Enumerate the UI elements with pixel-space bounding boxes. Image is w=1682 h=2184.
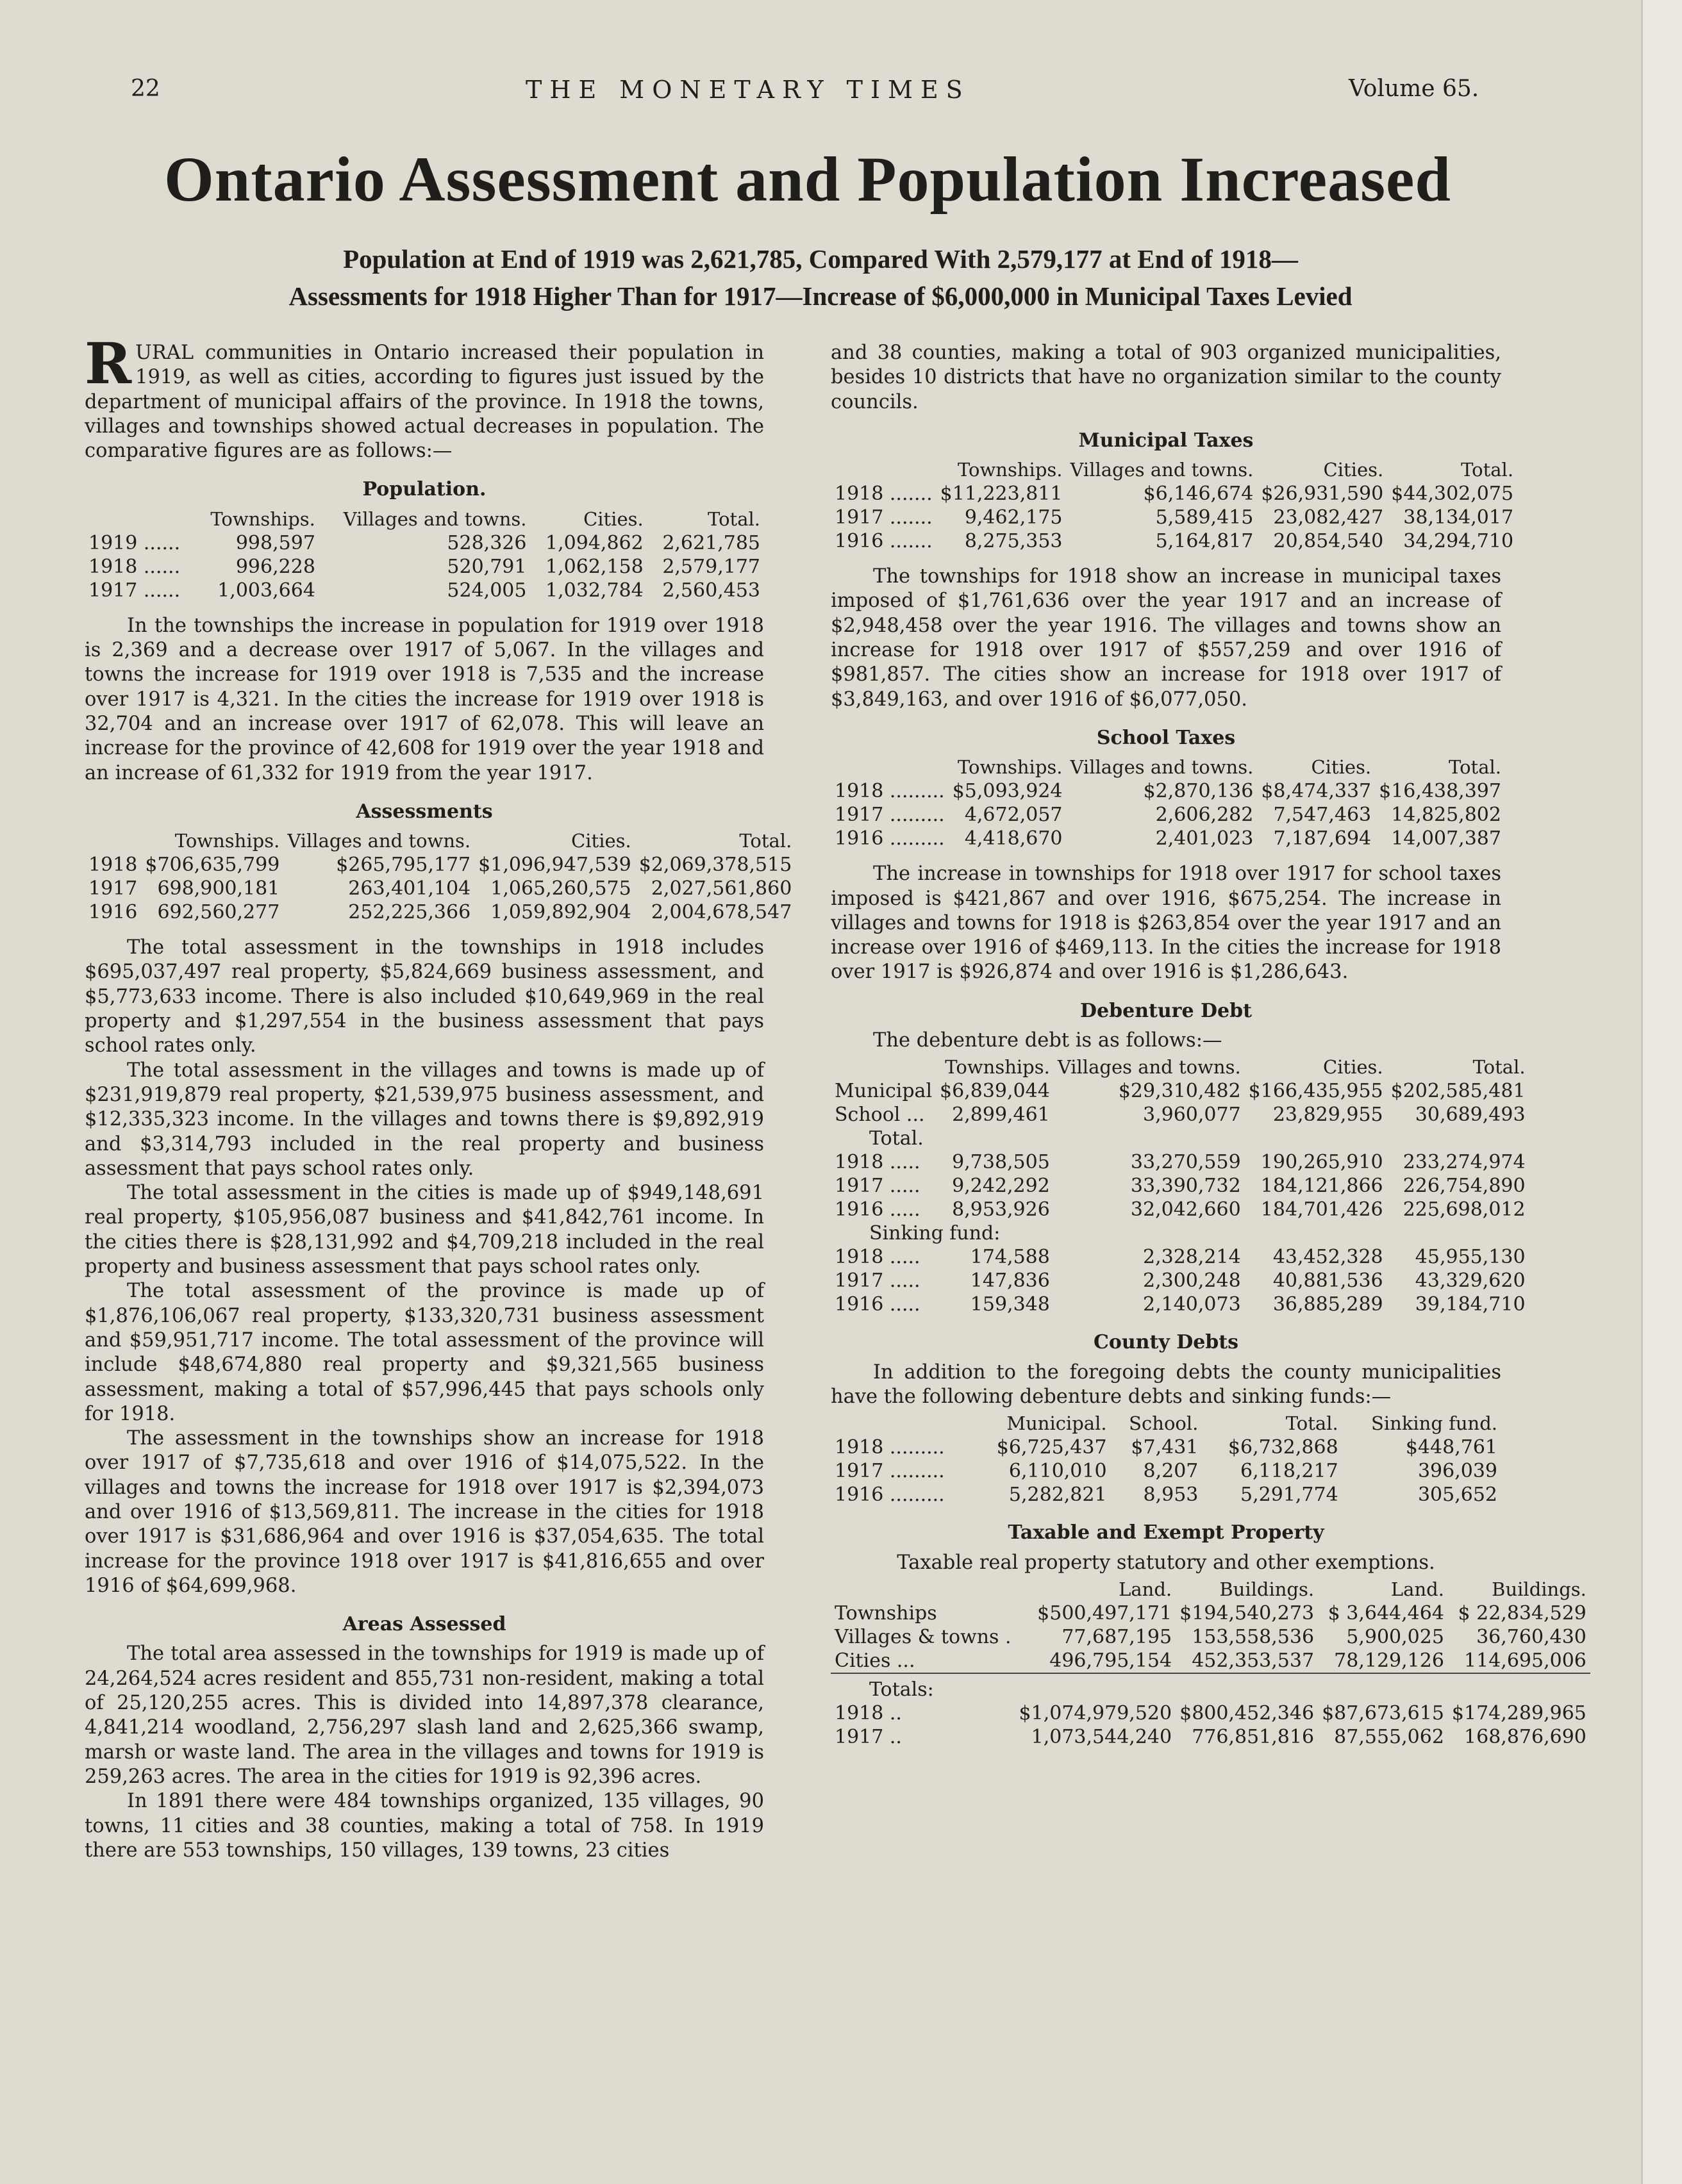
table-row: 1918 ....... $11,223,811 $6,146,674 $26,931,590 $44,302,075 [835,483,1514,506]
table-row: 1917 ..... 147,836 2,300,248 40,881,536 43,329,620 [835,1270,1526,1293]
population-paragraph: In the townships the increase in population for 1919 over 1918 is 2,369 and a decrease over 1917 of 5,067. In the villages and towns the increase for 1919 over 1918 is 7,535 and the increase over 1917 is 4,321. In the cities the increase for 1919 over 1918 is 32,704 and an increase over 1917 of 62,078. This will leave an increase for the province of 42,608 for 1919 over the year 1918 and an increase of 61,332 for 1919 from the year 1917. [85,614,764,784]
table-row: 1916 ....... 8,275,353 5,164,817 20,854,540 34,294,710 [835,530,1514,553]
subtitle-line-1: Population at End of 1919 was 2,621,785, Compared With 2,579,177 at End of 1918— [343,244,1298,274]
municipal-taxes-heading: Municipal Taxes [1078,429,1254,452]
sinking-fund-label: Sinking fund: [869,1222,1001,1245]
table-row: 1916 692,560,277 252,225,366 1,059,892,904 2,004,678,547 [88,901,792,924]
table-row: 1918 ..... 9,738,505 33,270,559 190,265,910 233,274,974 [835,1151,1526,1174]
table-row: 1917 ......... 4,672,057 2,606,282 7,547,463 14,825,802 [835,804,1501,827]
table-row: 1918 $706,635,799 $265,795,177 $1,096,947,539 $2,069,378,515 [88,854,792,877]
areas-paragraph: In 1891 there were 484 townships organized, 135 villages, 90 towns, 11 cities and 38 counties, making a total of 758. In 1919 there are 553 townships, 150 villages, 139 towns, 23 cities [85,1790,764,1862]
table-row: 1916 ..... 159,348 2,140,073 36,885,289 39,184,710 [835,1293,1526,1316]
totals-label: Totals: [869,1678,934,1701]
continued-paragraph: and 38 counties, making a total of 903 organized municipalities, besides 10 districts that have no organization similar to the county councils. [831,342,1501,413]
table-row: 1916 ......... 4,418,670 2,401,023 7,187,694 14,007,387 [835,827,1501,850]
debenture-intro: The debenture debt is as follows:— [873,1029,1222,1052]
municipal-taxes-table: Townships. Villages and towns. Cities. Total. 1918 ....... $11,223,811 $6,146,674 $26,931,590 $44,302,075 1917 ....... 9,462,175 5,589,415 23,082,427 38,134,017 1916 ....... 8,275,353 5,164,817 20,854,540 34,294,710 [831,458,1517,553]
page-number: 22 [131,76,160,102]
assessment-paragraph: The total assessment in the townships in 1918 includes $695,037,497 real property, $5,824,669 business assessment, and $5,773,633 income. There is also included $10,649,969 in the real property and $1,297,554 in the business assessment that pays school rates only. [85,936,764,1057]
table-row: 1916 ..... 8,953,926 32,042,660 184,701,426 225,698,012 [835,1198,1526,1221]
table-row: Villages & towns . 77,687,195 153,558,536 5,900,025 36,760,430 [835,1625,1586,1648]
table-row: 1918 ......... $5,093,924 $2,870,136 $8,474,337 $16,438,397 [835,780,1501,803]
school-taxes-heading: School Taxes [1096,726,1236,749]
school-taxes-table: Townships. Villages and towns. Cities. Total. 1918 ......... $5,093,924 $2,870,136 $8,474,337 $16,438,397 1917 ......... 4,672,057 2,606,282 7,547,463 14,825,802 1916 ......... 4,418,670 2,401,023 7,187,694 14,007,387 [831,756,1505,850]
page-edge [1641,0,1682,2184]
table-row: 1919 ...... 998,597 528,326 1,094,862 2,621,785 [88,531,760,554]
table-row: 1917 ..... 9,242,292 33,390,732 184,121,866 226,754,890 [835,1175,1526,1198]
areas-heading: Areas Assessed [342,1613,506,1636]
table-row: 1917 ...... 1,003,664 524,005 1,032,784 2,560,453 [88,579,760,602]
county-debts-heading: County Debts [1093,1331,1239,1354]
population-heading: Population. [362,478,487,501]
drop-cap: R [85,330,132,397]
population-table: Townships. Villages and towns. Cities. Total. 1919 ...... 998,597 528,326 1,094,862 2,621,785 1918 ...... 996,228 520,791 1,062,158 2,579,177 1917 ...... 1,003,664 524,005 1,032,784 2,560,453 [85,508,764,602]
total-label: Total. [869,1127,924,1150]
table-row: 1916 ......... 5,282,821 8,953 5,291,774 305,652 [835,1484,1497,1507]
table-row: 1918 ......... $6,725,437 $7,431 $6,732,868 $448,761 [835,1436,1497,1459]
publication-name: THE MONETARY TIMES [526,76,970,104]
assessments-heading: Assessments [356,800,493,823]
taxable-property-intro: Taxable real property statutory and other exemptions. [897,1551,1435,1574]
table-row: Municipal $6,839,044 $29,310,482 $166,435,955 $202,585,481 [835,1080,1526,1103]
intro-paragraph: RURAL communities in Ontario increased their population in 1919, as well as cities, according to figures just issued by the department of municipal affairs of the province. In 1918 the towns, villages and townships showed actual decreases in population. The comparative figures are as follows:— [85,330,764,463]
county-debts-paragraph: In addition to the foregoing debts the county municipalities have the following debenture debts and sinking funds:— [831,1361,1501,1408]
table-row: 1917 ....... 9,462,175 5,589,415 23,082,427 38,134,017 [835,506,1514,529]
table-row: 1918 ..... 174,588 2,328,214 43,452,328 45,955,130 [835,1246,1526,1269]
assessments-table: Townships. Villages and towns. Cities. Total. 1918 $706,635,799 $265,795,177 $1,096,947,539 $2,069,378,515 1917 698,900,181 263,401,104 1,065,260,575 2,027,561,860 1916 692,560,277 252,225,366 1,059,892,904 2,004,678,547 [85,829,795,924]
taxable-property-heading: Taxable and Exempt Property [1008,1521,1324,1544]
table-row: Cities ... 496,795,154 452,353,537 78,129,126 114,695,006 [835,1649,1586,1672]
debenture-debt-heading: Debenture Debt [1080,999,1252,1022]
school-taxes-paragraph: The increase in townships for 1918 over 1917 for school taxes imposed is $421,867 and over 1916, $675,254. The increase in villages and towns for 1918 is $263,854 over the year 1917 and an increase over 1916 of $469,113. In the cities the increase for 1918 over 1917 is $926,874 and over 1916 is $1,286,643. [831,863,1501,984]
assessment-paragraph: The total assessment of the province is made up of $1,876,106,067 real property, $133,320,731 business assessment and $59,951,717 income. The total assessment of the province will include $48,674,880 real property and $9,321,565 business assessment, making a total of $57,996,445 that pays schools only for 1918. [85,1280,764,1425]
table-row: 1918 ...... 996,228 520,791 1,062,158 2,579,177 [88,555,760,578]
left-column [85,330,792,1863]
divider [831,1673,1590,1678]
assessment-paragraph: The assessment in the townships show an increase for 1918 over 1917 of $7,735,618 and over 1916 of $14,075,522. In the villages and towns the increase for 1918 over 1917 is $2,394,073 and over 1916 of $13,569,811. The increase in the cities for 1918 over 1917 is $31,686,964 and over 1916 is $37,054,635. The total increase for the province 1918 over 1917 is $41,816,655 and over 1916 of $64,699,968. [85,1427,764,1597]
table-row: 1918 .. $1,074,979,520 $800,452,346 $87,673,615 $174,289,965 [835,1701,1586,1725]
article-title: Ontario Assessment and Population Increased [163,144,1452,215]
volume-label: Volume 65. [1349,76,1479,102]
assessment-paragraph: The total assessment in the cities is made up of $949,148,691 real property, $105,956,087 business and $41,842,761 income. In the cities there is $28,131,992 and $4,709,218 included in the real property and business assessment that pays school rates only. [85,1182,764,1278]
table-row: Townships $500,497,171 $194,540,273 $ 3,644,464 $ 22,834,529 [835,1601,1586,1625]
right-column [831,341,1586,1760]
assessment-paragraph: The total assessment in the villages and towns is made up of $231,919,879 real property, $21,539,975 business assessment, and $12,335,323 income. In the villages and towns there is $9,892,919 and $3,314,793 included in the real property and business assessment that pays school rates only. [85,1059,764,1180]
table-row: 1917 .. 1,073,544,240 776,851,816 87,555,062 168,876,690 [835,1725,1586,1748]
table-row: 1917 ......... 6,110,010 8,207 6,118,217 396,039 [835,1460,1497,1483]
table-row: School ... 2,899,461 3,960,077 23,829,955 30,689,493 [835,1104,1526,1127]
areas-paragraph: The total area assessed in the townships for 1919 is made up of 24,264,524 acres resident and 855,731 non-resident, making a total of 25,120,255 acres. This is divided into 14,897,378 clearance, 4,841,214 woodland, 2,756,297 slash land and 2,625,366 swamp, marsh or waste land. The area in the villages and towns for 1919 is 259,263 acres. The area in the cities for 1919 is 92,396 acres. [85,1642,764,1788]
debenture-debt-table: Townships. Villages and towns. Cities. Total. Municipal $6,839,044 $29,310,482 $166,435,955 $202,585,481 School ... 2,899,461 3,960,077 23,829,955 30,689,493 Total. 1918 ..... 9,738,505 33,270,559 190,265,910 233,274,974 1917 ..... 9,242,292 33,390,732 184,121,866 226,754,890 1916 ..... 8,953,926 32,042,660 184,701,426 225,698,012 Sinking fund: 1918 ..... 174,588 2,328,214 43,452,328 45,955,130 1917 ..... 147,836 2,300,248 40,881,536 43,329,620 1916 ..... 159,348 2,140,073 36,885,289 39,184,710 [831,1055,1529,1316]
county-debts-table: Municipal. School. Total. Sinking fund. 1918 ......... $6,725,437 $7,431 $6,732,868 $448,761 1917 ......... 6,110,010 8,207 6,118,217 396,039 1916 ......... 5,282,821 8,953 5,291,774 305,652 [831,1412,1501,1507]
municipal-taxes-paragraph: The townships for 1918 show an increase in municipal taxes imposed of $1,761,636 over the year 1917 and an increase of $2,948,458 over the year 1916. The villages and towns show an increase for 1918 over 1917 of $557,259 and over 1916 of $981,857. The cities show an increase for 1918 over 1917 of $3,849,163, and over 1916 of $6,077,050. [831,565,1501,711]
subtitle-line-2: Assessments for 1918 Higher Than for 1917—Increase of $6,000,000 in Municipal Taxes Levied [288,281,1353,311]
table-row: 1917 698,900,181 263,401,104 1,065,260,575 2,027,561,860 [88,877,792,900]
taxable-property-table: Land. Buildings. Land. Buildings. Townships $500,497,171 $194,540,273 $ 3,644,464 $ 22,834,529 Villages & towns . 77,687,195 153,558,536 5,900,025 36,760,430 Cities ... 496,795,154 452,353,537 78,129,126 114,695,006 Totals: 1918 .. $1,074,979,520 $800,452,346 $87,673,615 $174,289,965 1917 .. 1,073,544,240 776,851,816 87,555,062 168,876,690 [831,1578,1590,1749]
